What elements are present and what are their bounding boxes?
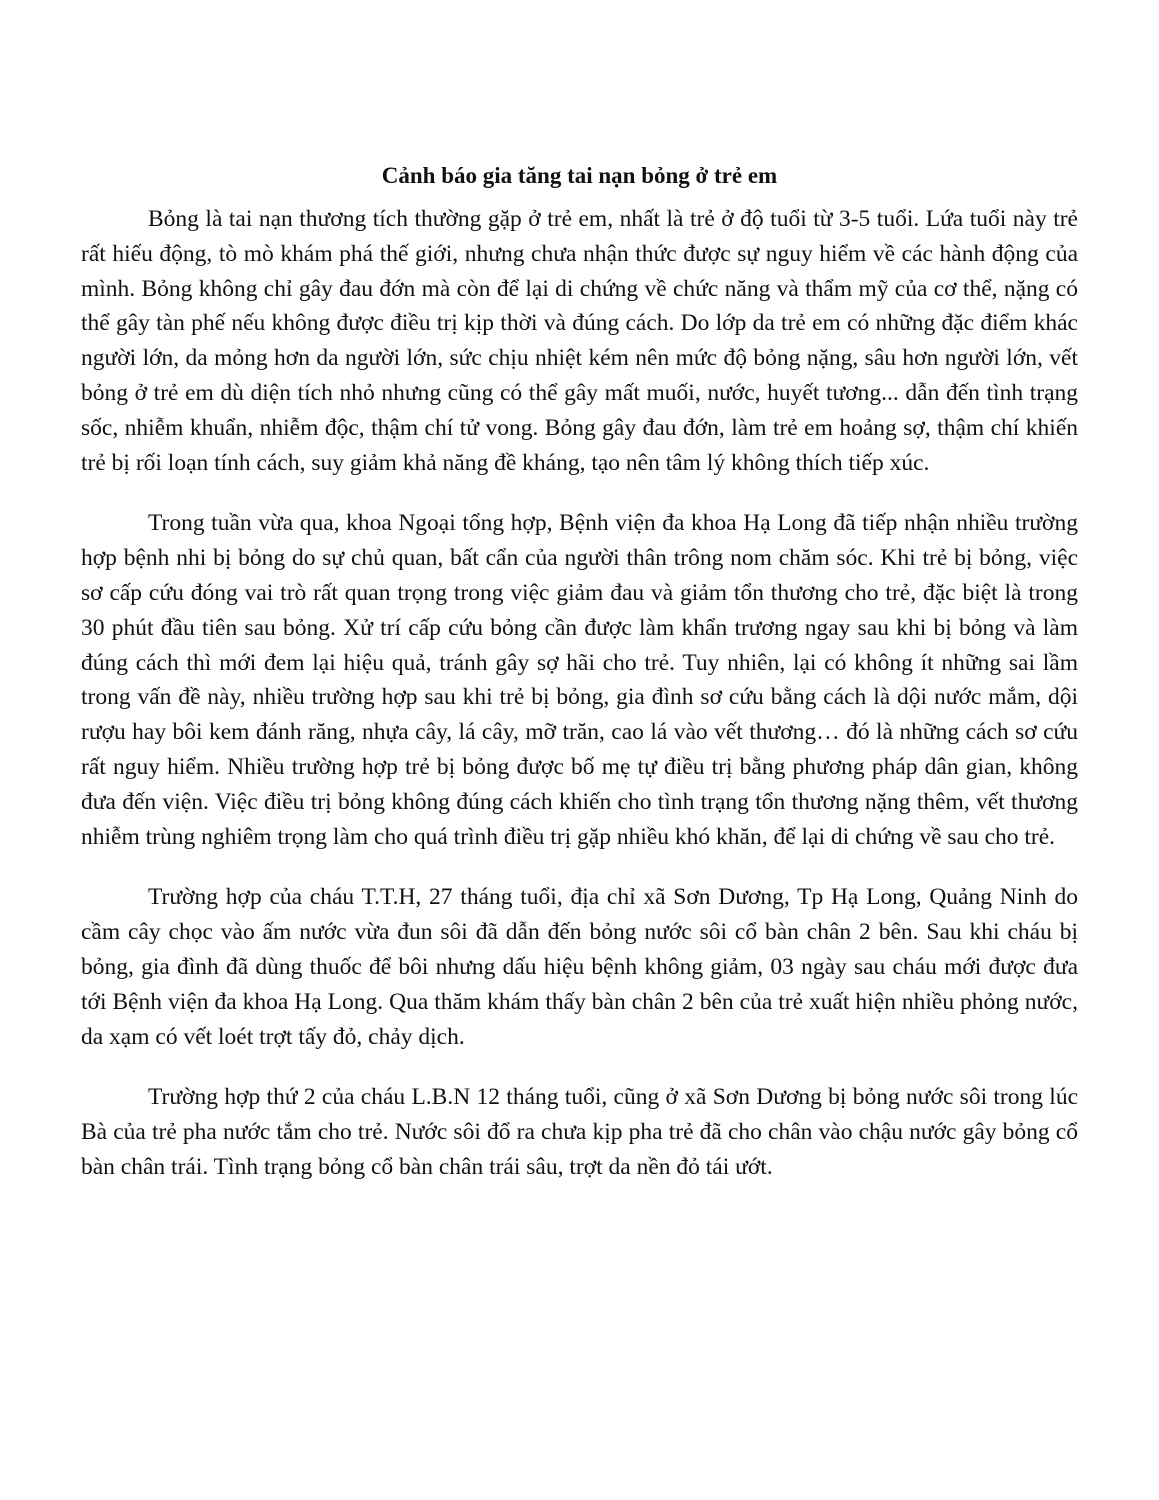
paragraph-4: Trường hợp thứ 2 của cháu L.B.N 12 tháng tuổi, cũng ở xã Sơn Dương bị bỏng nước sôi trong lúc Bà của trẻ pha nước tắm cho trẻ. Nước sôi đổ ra chưa kịp pha trẻ đã cho chân vào chậu nước gây bỏng cổ bàn chân trái. Tình trạng bỏng cổ bàn chân trái sâu, trợt da nền đỏ tái ướt. <box>81 1084 1078 1180</box>
paragraph-1: Bỏng là tai nạn thương tích thường gặp ở trẻ em, nhất là trẻ ở độ tuổi từ 3-5 tuổi. Lứa tuổi này trẻ rất hiếu động, tò mò khám phá thế giới, nhưng chưa nhận thức được sự nguy hiểm về các hành động của mình. Bỏng không chỉ gây đau đớn mà còn để lại di chứng về chức năng và thẩm mỹ của cơ thể, nặng có thể gây tàn phế nếu không được điều trị kịp thời và đúng cách. Do lớp da trẻ em có những đặc điểm khác người lớn, da mỏng hơn da người lớn, sức chịu nhiệt kém nên mức độ bỏng nặng, sâu hơn người lớn, vết bỏng ở trẻ em dù diện tích nhỏ nhưng cũng có thể gây mất muối, nước, huyết tương... dẫn đến tình trạng sốc, nhiễm khuẩn, nhiễm độc, thậm chí tử vong. Bỏng gây đau đớn, làm trẻ em hoảng sợ, thậm chí khiến trẻ bị rối loạn tính cách, suy giảm khả năng đề kháng, tạo nên tâm lý không thích tiếp xúc. <box>81 206 1078 476</box>
document-page <box>81 158 1078 1211</box>
paragraph-3: Trường hợp của cháu T.T.H, 27 tháng tuổi, địa chỉ xã Sơn Dương, Tp Hạ Long, Quảng Ninh do cầm cây chọc vào ấm nước vừa đun sôi đã dẫn đến bỏng nước sôi cổ bàn chân 2 bên. Sau khi cháu bị bỏng, gia đình đã dùng thuốc để bôi nhưng dấu hiệu bệnh không giảm, 03 ngày sau cháu mới được đưa tới Bệnh viện đa khoa Hạ Long. Qua thăm khám thấy bàn chân 2 bên của trẻ xuất hiện nhiều phỏng nước, da xạm có vết loét trợt tấy đỏ, chảy dịch. <box>81 884 1078 1050</box>
paragraph-2: Trong tuần vừa qua, khoa Ngoại tổng hợp, Bệnh viện đa khoa Hạ Long đã tiếp nhận nhiều trường hợp bệnh nhi bị bỏng do sự chủ quan, bất cẩn của người thân trông nom chăm sóc. Khi trẻ bị bỏng, việc sơ cấp cứu đóng vai trò rất quan trọng trong việc giảm đau và giảm tổn thương cho trẻ, đặc biệt là trong 30 phút đầu tiên sau bỏng. Xử trí cấp cứu bỏng cần được làm khẩn trương ngay sau khi bị bỏng và làm đúng cách thì mới đem lại hiệu quả, tránh gây sợ hãi cho trẻ. Tuy nhiên, lại có không ít những sai lầm trong vấn đề này, nhiều trường hợp sau khi trẻ bị bỏng, gia đình sơ cứu bằng cách là dội nước mắm, dội rượu hay bôi kem đánh răng, nhựa cây, lá cây, mỡ trăn, cao lá vào vết thương… đó là những cách sơ cứu rất nguy hiểm. Nhiều trường hợp trẻ bị bỏng được bố mẹ tự điều trị bằng phương pháp dân gian, không đưa đến viện. Việc điều trị bỏng không đúng cách khiến cho tình trạng tổn thương nặng thêm, vết thương nhiễm trùng nghiêm trọng làm cho quá trình điều trị gặp nhiều khó khăn, để lại di chứng về sau cho trẻ. <box>81 510 1078 850</box>
document-title: Cảnh báo gia tăng tai nạn bỏng ở trẻ em <box>381 163 778 188</box>
